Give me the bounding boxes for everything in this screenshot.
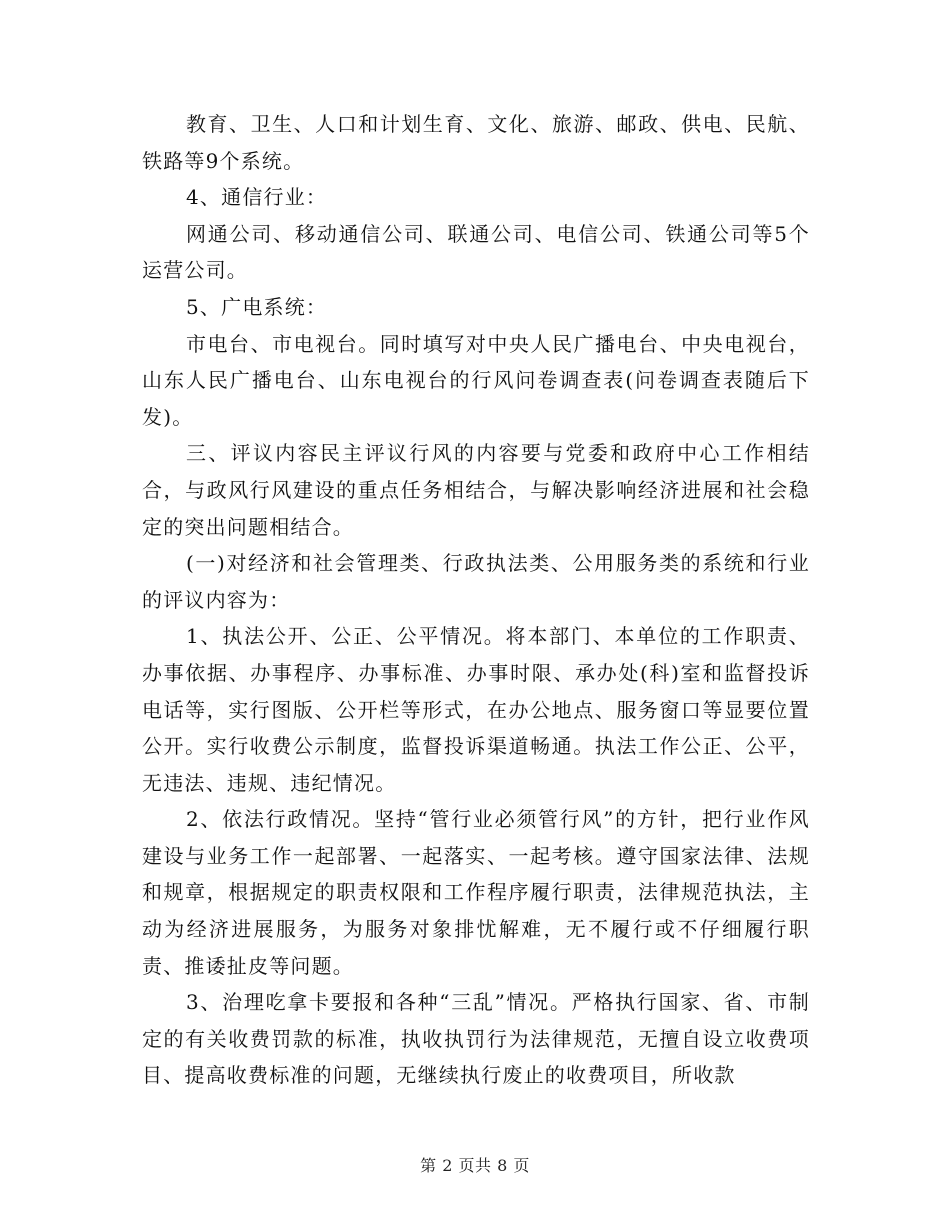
paragraph-4: 5、广电系统： <box>186 294 328 319</box>
paragraph-5: 市电台、市电视台。同时填写对中央人民广播电台、中央电视台，山东人民广播电台、山东电视台的行风问卷调查表(问卷调查表随后下发)。 <box>142 331 810 429</box>
paragraph-6: 三、评议内容民主评议行风的内容要与党委和政府中心工作相结合，与政风行风建设的重点任务相结合，与解决影响经济进展和社会稳定的突出问题相结合。 <box>142 441 810 539</box>
paragraph-3: 网通公司、移动通信公司、联通公司、电信公司、铁通公司等5个运营公司。 <box>142 221 810 283</box>
paragraph-9: 2、依法行政情况。坚持“管行业必须管行风”的方针，把行业作风建设与业务工作一起部署、一起落实、一起考核。遵守国家法律、法规和规章，根据规定的职责权限和工作程序履行职责，法律规范执法，主动为经济进展服务，为服务对象排忧解难，无不履行或不仔细履行职责、推诿扯皮等问题。 <box>142 807 810 978</box>
paragraph-8: 1、执法公开、公正、公平情况。将本部门、本单位的工作职责、办事依据、办事程序、办事标准、办事时限、承办处(科)室和监督投诉电话等，实行图版、公开栏等形式，在办公地点、服务窗口等显要位置公开。实行收费公示制度，监督投诉渠道畅通。执法工作公正、公平，无违法、违规、违纪情况。 <box>142 624 810 795</box>
paragraph-10: 3、治理吃拿卡要报和各种“三乱”情况。严格执行国家、省、市制定的有关收费罚款的标准，执收执罚行为法律规范，无擅自设立收费项目、提高收费标准的问题，无继续执行废止的收费项目，所收款 <box>142 990 810 1088</box>
page-number-footer: 第 2 页共 8 页 <box>420 1156 530 1175</box>
paragraph-2: 4、通信行业： <box>186 185 328 210</box>
paragraph-1: 教育、卫生、人口和计划生育、文化、旅游、邮政、供电、民航、铁路等9个系统。 <box>142 112 810 173</box>
document-body <box>142 106 810 1094</box>
paragraph-7: (一)对经济和社会管理类、行政执法类、公用服务类的系统和行业的评议内容为： <box>142 551 810 612</box>
